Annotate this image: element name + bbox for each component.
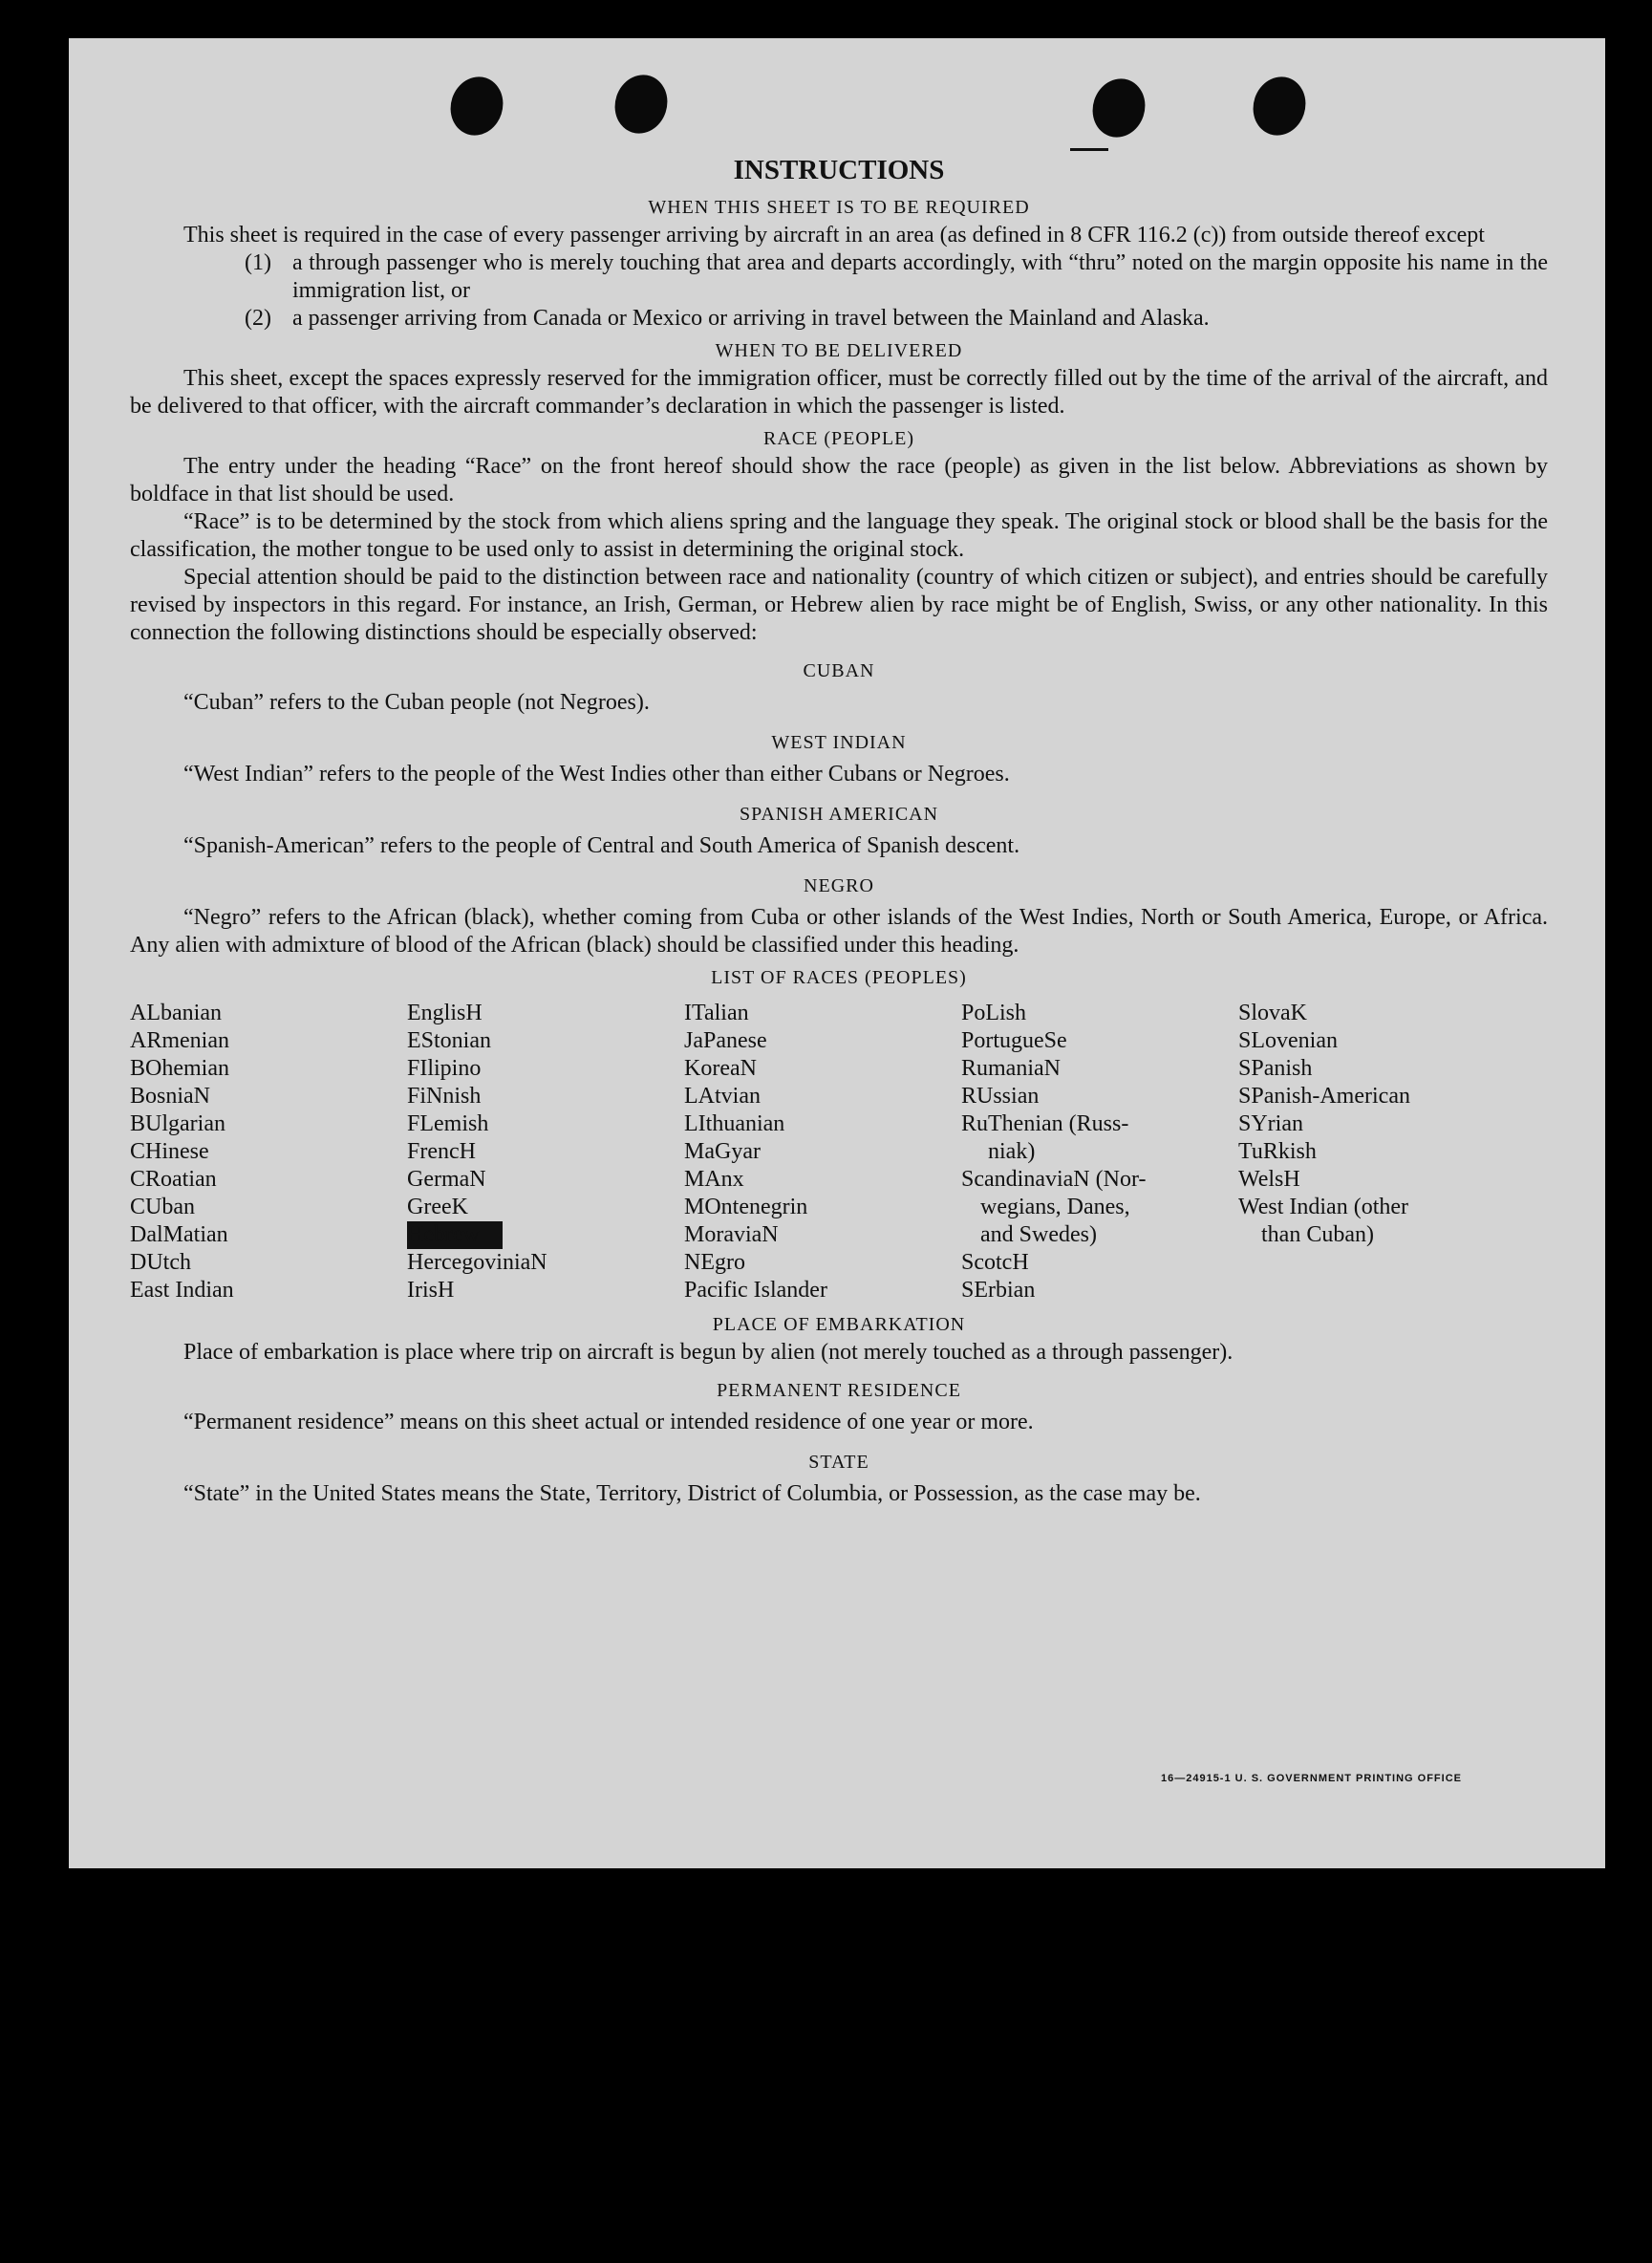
race-item: ScotcH [961,1250,1029,1275]
race-item: GermaN [407,1167,486,1192]
paragraph: “State” in the United States means the State, Territory, District of Columbia, or Possession, as the case may be. [183,1481,1201,1506]
race-item: SYrian [1238,1111,1303,1136]
race-item: RumaniaN [961,1056,1061,1081]
race-item: Pacific Islander [684,1278,827,1303]
paragraph: The entry under the heading “Race” on the front hereof should show the race (people) as given in the list below. Abbreviations as shown by boldface in that list should be used. [130,454,1548,506]
race-column [407,1000,684,1304]
race-item: wegians, Danes, [980,1195,1130,1219]
race-item: SPanish [1238,1056,1313,1081]
list-item [130,305,1548,333]
paragraph: “West Indian” refers to the people of the West Indies other than either Cubans or Negroes. [183,762,1010,787]
race-list [130,1000,1548,1304]
paragraph: Place of embarkation is place where trip on aircraft is begun by alien (not merely touched as a through passenger). [183,1340,1234,1365]
race-item: RUssian [961,1084,1040,1109]
punch-hole-1 [443,70,511,142]
section-heading: SPANISH AMERICAN [739,804,939,825]
race-column [1238,1000,1496,1304]
item-text: a through passenger who is merely touching that area and departs accordingly, with “thru” noted on the margin opposite his name in the immigration list, or [292,250,1548,303]
paragraph: This sheet, except the spaces expressly reserved for the immigration officer, must be correctly filled out by the time of the arrival of the aircraft, and be delivered to that officer, with the aircraft commander’s declaration in which the passenger is listed. [130,366,1548,419]
race-item: LAtvian [684,1084,761,1109]
list-item [130,249,1548,305]
race-item: DUtch [130,1250,191,1275]
paragraph: “Negro” refers to the African (black), whether coming from Cuba or other islands of the West Indies, North or South America, Europe, or Africa. Any alien with admixture of blood of the African (black) should be classified under this heading. [130,905,1548,958]
punch-hole-4 [1246,70,1314,142]
race-item: CUban [130,1195,195,1219]
section-heading: WHEN THIS SHEET IS TO BE REQUIRED [648,197,1030,218]
section-heading: WHEN TO BE DELIVERED [715,340,963,361]
section-heading: PLACE OF EMBARKATION [712,1314,966,1335]
paragraph: “Spanish-American” refers to the people of Central and South America of Spanish descent. [183,833,1020,858]
race-item: BUlgarian [130,1111,225,1136]
race-item: EnglisH [407,1001,483,1025]
race-item: BosniaN [130,1084,210,1109]
paragraph: “Race” is to be determined by the stock from which aliens spring and the language they speak. The original stock or blood shall be the basis for the classification, the mother tongue to be used only to assist in determining the original stock. [130,509,1548,562]
race-item: FiNnish [407,1084,482,1109]
race-item: CRoatian [130,1167,217,1192]
section-heading: RACE (PEOPLE) [763,428,914,449]
race-item: LIthuanian [684,1111,785,1136]
paragraph: Special attention should be paid to the distinction between race and nationality (country of which citizen or subject), and entries should be carefully revised by inspectors in this regard. For instance, an Irish, German, or Hebrew alien by race might be of English, Swiss, or any other nationality. In this connection the following distinctions should be especially observed: [130,565,1548,645]
race-item: and Swedes) [980,1222,1097,1247]
race-item: MaGyar [684,1139,761,1164]
race-item: JaPanese [684,1028,767,1053]
race-item: MAnx [684,1167,744,1192]
section-heading: CUBAN [803,660,875,681]
race-item: ScandinaviaN (Nor- [961,1167,1147,1192]
race-item-redacted: Hebrew [407,1221,503,1249]
race-item: HercegoviniaN [407,1250,547,1275]
race-item: BOhemian [130,1056,229,1081]
paragraph: “Permanent residence” means on this sheet actual or intended residence of one year or more. [183,1410,1034,1434]
race-item: SErbian [961,1278,1036,1303]
race-item: NEgro [684,1250,745,1275]
race-item: than Cuban) [1261,1222,1374,1247]
race-item: DalMatian [130,1222,228,1247]
race-item: SPanish-American [1238,1084,1410,1109]
punch-hole-2 [608,68,676,140]
section-heading: PERMANENT RESIDENCE [717,1380,961,1401]
race-item: East Indian [130,1278,234,1303]
race-item: KoreaN [684,1056,757,1081]
race-item: WelsH [1238,1167,1300,1192]
section-heading: LIST OF RACES (PEOPLES) [711,967,967,988]
race-item: GreeK [407,1195,468,1219]
race-item: IrisH [407,1278,455,1303]
page-title: INSTRUCTIONS [733,155,945,185]
race-item: FLemish [407,1111,489,1136]
race-item: FrencH [407,1139,476,1164]
section-heading: WEST INDIAN [771,732,907,753]
race-item: PoLish [961,1001,1027,1025]
race-item: FIlipino [407,1056,482,1081]
race-item: SLovenian [1238,1028,1338,1053]
section-heading: NEGRO [804,875,874,896]
race-item: PortugueSe [961,1028,1067,1053]
punch-hole-3 [1085,72,1153,144]
race-item: ITalian [684,1001,749,1025]
race-column [684,1000,961,1304]
race-item: MOntenegrin [684,1195,808,1219]
paragraph: This sheet is required in the case of every passenger arriving by aircraft in an area (as defined in 8 CFR 116.2 (c)) from outside thereof except [183,223,1485,248]
race-item: niak) [988,1139,1036,1164]
instructions-body [130,151,1548,1508]
race-item: CHinese [130,1139,209,1164]
section-heading: STATE [808,1452,869,1473]
race-item: SlovaK [1238,1001,1307,1025]
race-item: EStonian [407,1028,491,1053]
paragraph: “Cuban” refers to the Cuban people (not Negroes). [183,690,650,715]
item-text: a passenger arriving from Canada or Mexico or arriving in travel between the Mainland and Alaska. [292,306,1210,331]
race-column [961,1000,1238,1304]
race-item: West Indian (other [1238,1195,1409,1219]
race-item: RuThenian (Russ- [961,1111,1129,1136]
race-item: TuRkish [1238,1139,1317,1164]
item-number: (1) [245,250,271,275]
printing-office-code: 16—24915-1 U. S. GOVERNMENT PRINTING OFFICE [1160,1773,1462,1784]
race-item: ARmenian [130,1028,229,1053]
document-page [69,38,1605,1868]
race-column [130,1000,407,1304]
race-item: MoraviaN [684,1222,779,1247]
race-item: ALbanian [130,1001,222,1025]
item-number: (2) [245,306,271,331]
